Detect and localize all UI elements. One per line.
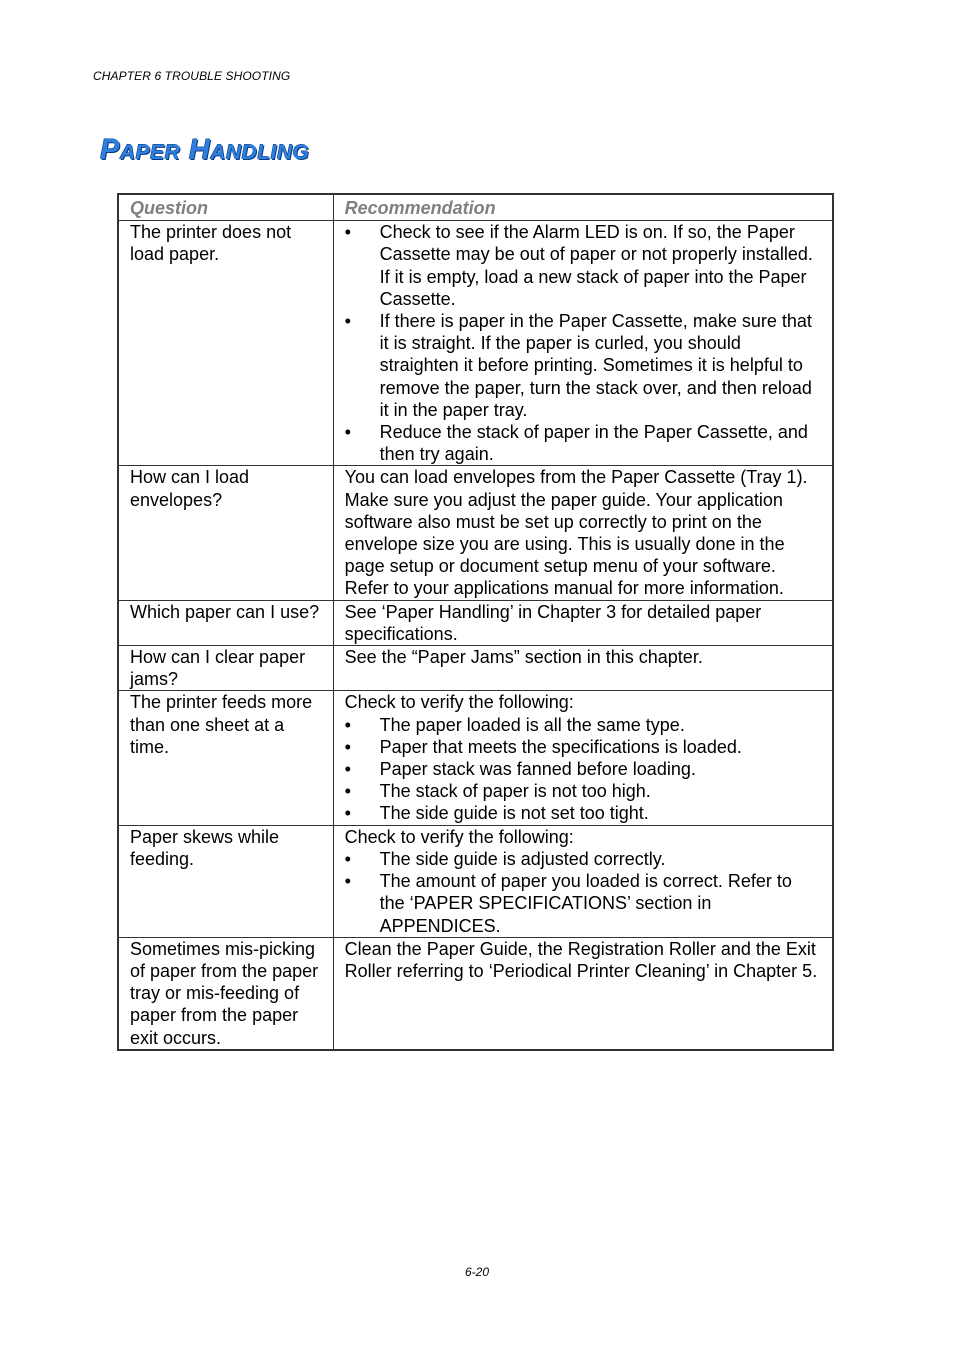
recommendation-list — [345, 714, 821, 825]
table-row — [118, 221, 833, 466]
title-rest-1: APER — [119, 141, 181, 164]
recommendation-cell — [333, 600, 833, 645]
recommendation-cell — [333, 825, 833, 937]
title-initial-2: H — [188, 134, 211, 166]
table-row — [118, 646, 833, 691]
recommendation-list — [345, 848, 821, 937]
question-cell: Sometimes mis-picking of paper from the paper tray or mis-feeding of paper from the paper exit occurs. — [118, 937, 333, 1050]
table-row — [118, 937, 833, 1050]
question-cell: Which paper can I use? — [118, 600, 333, 645]
recommendation-bullet: • Reduce the stack of paper in the Paper Cassette, and then try again. — [345, 421, 821, 465]
recommendation-bullet: • If there is paper in the Paper Cassette, make sure that it is straight. If the paper is curled, you should straighten it before printing. Sometimes it is helpful to remove the paper, turn the stack over, and then reload it in the paper tray. — [345, 310, 821, 421]
title-rest-2: ANDLING — [210, 141, 310, 164]
table-row — [118, 825, 833, 937]
recommendation-cell — [333, 691, 833, 825]
recommendation-text: You can load envelopes from the Paper Cassette (Tray 1). Make sure you adjust the paper guide. Your application software also must be set up correctly to print on the envelope size you are using. This is usually done in the page setup or document setup menu of your software. Refer to your applications manual for more information. — [344, 467, 808, 599]
question-cell: How can I load envelopes? — [118, 466, 333, 600]
recommendation-cell — [333, 221, 833, 466]
recommendation-bullet: • The paper loaded is all the same type. — [345, 714, 821, 736]
recommendation-text: Check to verify the following: — [344, 692, 574, 713]
recommendation-bullet: • Paper that meets the specifications is loaded. — [345, 736, 821, 758]
table-row — [118, 691, 833, 825]
recommendation-bullet: • The stack of paper is not too high. — [345, 780, 821, 802]
table-body — [118, 221, 833, 1050]
table-row — [118, 466, 833, 600]
page-number: 6-20 — [464, 1265, 490, 1279]
recommendation-bullet: • Paper stack was fanned before loading. — [345, 758, 821, 780]
recommendation-bullet: • The amount of paper you loaded is correct. Refer to the ‘PAPER SPECIFICATIONS’ section in APPENDICES. — [345, 870, 821, 937]
question-cell: The printer feeds more than one sheet at a time. — [118, 691, 333, 825]
question-cell: Paper skews while feeding. — [118, 825, 333, 937]
recommendation-cell — [333, 646, 833, 691]
question-cell: The printer does not load paper. — [118, 221, 333, 466]
section-title — [100, 134, 309, 167]
question-cell: How can I clear paper jams? — [118, 646, 333, 691]
column-header-question: Question — [118, 194, 333, 221]
chapter-header: CHAPTER 6 TROUBLE SHOOTING — [93, 69, 291, 83]
recommendation-bullet: • The side guide is adjusted correctly. — [345, 848, 821, 870]
table-header-row — [118, 194, 833, 221]
title-initial-1: P — [100, 134, 120, 166]
table-row — [118, 600, 833, 645]
column-header-recommendation: Recommendation — [333, 194, 833, 221]
recommendation-bullet: • Check to see if the Alarm LED is on. If so, the Paper Cassette may be out of paper or not properly installed. If it is empty, load a new stack of paper into the Paper Cassette. — [345, 221, 821, 310]
recommendation-text: Check to verify the following: — [344, 826, 574, 847]
recommendation-bullet: • The side guide is not set too tight. — [345, 802, 821, 824]
recommendation-cell — [333, 466, 833, 600]
recommendation-text: See ‘Paper Handling’ in Chapter 3 for detailed paper specifications. — [344, 601, 762, 644]
troubleshooting-table — [117, 193, 834, 1051]
recommendation-cell — [333, 937, 833, 1050]
recommendation-text: See the “Paper Jams” section in this chapter. — [344, 647, 703, 668]
recommendation-text: Clean the Paper Guide, the Registration Roller and the Exit Roller referring to ‘Periodical Printer Cleaning’ in Chapter 5. — [344, 938, 818, 981]
recommendation-list — [345, 221, 821, 465]
